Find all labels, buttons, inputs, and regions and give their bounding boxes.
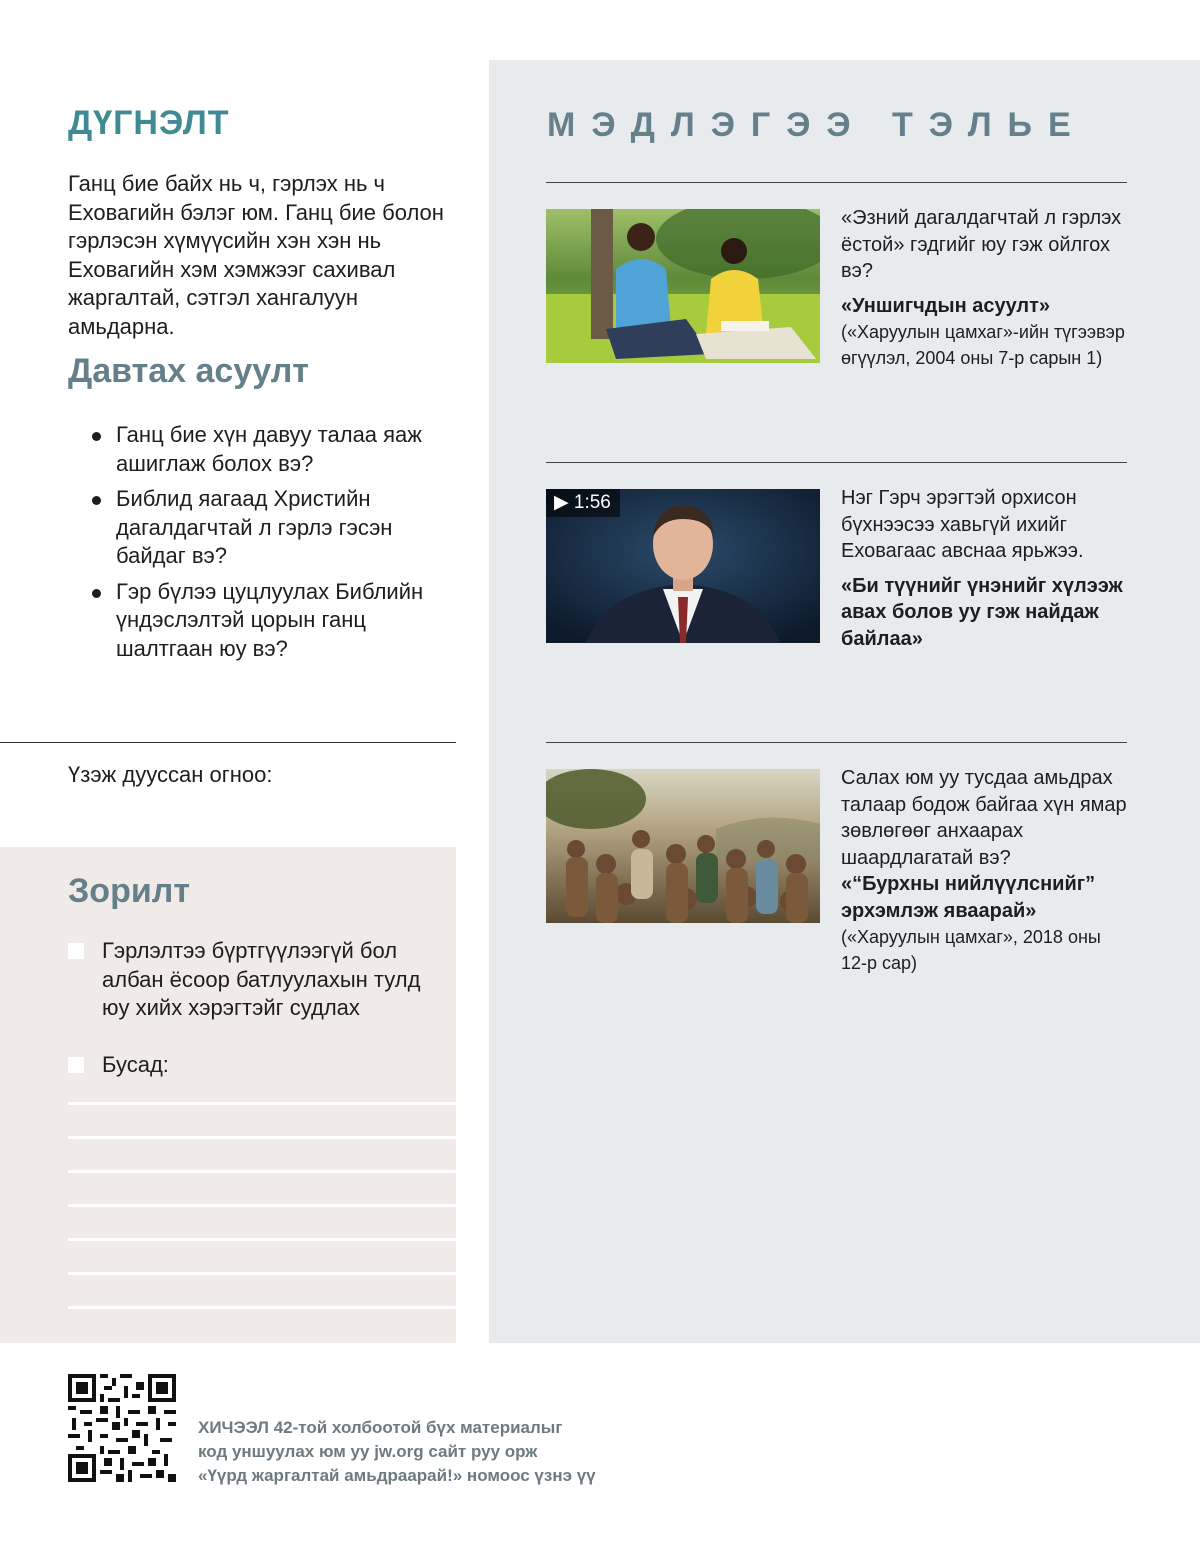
checkbox-icon[interactable] — [68, 1057, 84, 1073]
summary-text: Ганц бие байх нь ч, гэрлэх нь ч Еховагийн бэлэг юм. Ганц бие болон гэрлэсэн хүмүүсийн хэн хэн нь Еховагийн хэм хэмжээг сахивал жаргалтай, сэтгэл хангалуун амьдарна. — [68, 171, 444, 339]
write-in-line[interactable] — [68, 1306, 456, 1309]
write-in-line[interactable] — [68, 1170, 456, 1173]
bullet-icon — [92, 496, 101, 505]
item-question: Нэг Гэрч эрэгтэй орхисон бүхнээсээ хавьгүй ихийг Еховагаас авснаа ярьжээ. — [841, 487, 1084, 562]
item-divider — [546, 462, 1127, 463]
item-title-link[interactable]: «“Бурхны нийлүүлснийг” эрхэмлэж яваарай» — [841, 873, 1096, 922]
item-title-link[interactable]: «Уншигчдын асуулт» — [841, 294, 1051, 317]
video-duration: 1:56 — [573, 492, 611, 513]
learn-more-item-2 — [841, 485, 1131, 652]
learn-more-item-1 — [841, 205, 1131, 371]
checkbox-icon[interactable] — [68, 943, 84, 959]
write-in-line[interactable] — [68, 1204, 456, 1207]
review-question-list — [92, 421, 452, 670]
bullet-icon — [92, 432, 101, 441]
goal-item-text: Гэрлэлтээ бүртгүүлээгүй бол албан ёсоор батлуулахын тулд юу хийх хэрэгтэйг судлах — [102, 938, 421, 1020]
review-question — [92, 578, 452, 664]
couple-reading-bible-image[interactable] — [546, 209, 820, 363]
footer-line: ХИЧЭЭЛ 42-той холбоотой бүх материалыг — [198, 1418, 563, 1437]
review-question-text: Гэр бүлээ цуцлуулах Библийн үндэслэлтэй цорын ганц шалтгаан юу вэ? — [116, 578, 424, 661]
learn-more-item-3 — [841, 765, 1131, 976]
learn-more-heading: МЭДЛЭГЭЭ ТЭЛЬЕ — [547, 106, 1087, 144]
bullet-icon — [92, 589, 101, 598]
write-in-line[interactable] — [68, 1136, 456, 1139]
write-in-line[interactable] — [68, 1272, 456, 1275]
summary-heading: ДҮГНЭЛТ — [68, 104, 230, 142]
item-source: («Харуулын цамхаг»-ийн түгээвэр өгүүлэл, 2004 оны 7-р сарын 1) — [841, 322, 1125, 368]
qr-code-icon[interactable] — [68, 1374, 176, 1482]
footer-line: код уншуулах юм уу jw.org сайт руу орж — [198, 1442, 538, 1461]
man-in-suit-video-image[interactable] — [546, 489, 820, 643]
goal-box — [0, 847, 456, 1343]
footer-note — [198, 1416, 596, 1488]
item-divider — [546, 182, 1127, 183]
review-question-text: Ганц бие хүн давуу талаа яаж ашиглаж болох вэ? — [116, 422, 423, 476]
jesus-teaching-crowd-image[interactable] — [546, 769, 820, 923]
footer-line: «Үүрд жаргалтай амьдраарай!» номоос үзнэ үү — [198, 1466, 596, 1485]
goal-item-text: Бусад: — [102, 1052, 169, 1077]
review-heading: Давтах асуулт — [68, 352, 309, 390]
item-source: («Харуулын цамхаг», 2018 оны 12-р сар) — [841, 927, 1101, 973]
section-divider — [0, 742, 456, 743]
item-question: «Эзний дагалдагчтай л гэрлэх ёстой» гэдгийг юу гэж ойлгох вэ? — [841, 207, 1122, 282]
write-in-line[interactable] — [68, 1102, 456, 1105]
item-title-link[interactable]: «Би түүнийг үнэнийг хүлээж авах болов уу гэж найдаж байлаа» — [841, 574, 1123, 650]
goal-item-other[interactable] — [68, 1051, 438, 1080]
review-question — [92, 485, 452, 571]
goal-heading: Зорилт — [68, 872, 190, 910]
completion-date-label: Үзэж дууссан огноо: — [68, 762, 273, 787]
review-question-text: Библид яагаад Христийн дагалдагчтай л гэрлэ гэсэн байдаг вэ? — [116, 486, 393, 568]
review-question — [92, 421, 452, 478]
item-divider — [546, 742, 1127, 743]
item-question: Салах юм уу тусдаа амьдрах талаар бодож байгаа хүн ямар зөвлөгөөг анхаарах шаардлагатай вэ? — [841, 767, 1127, 869]
write-in-line[interactable] — [68, 1238, 456, 1241]
video-duration-badge: ▶︎ 1:56 — [546, 489, 620, 517]
goal-item[interactable] — [68, 937, 438, 1023]
